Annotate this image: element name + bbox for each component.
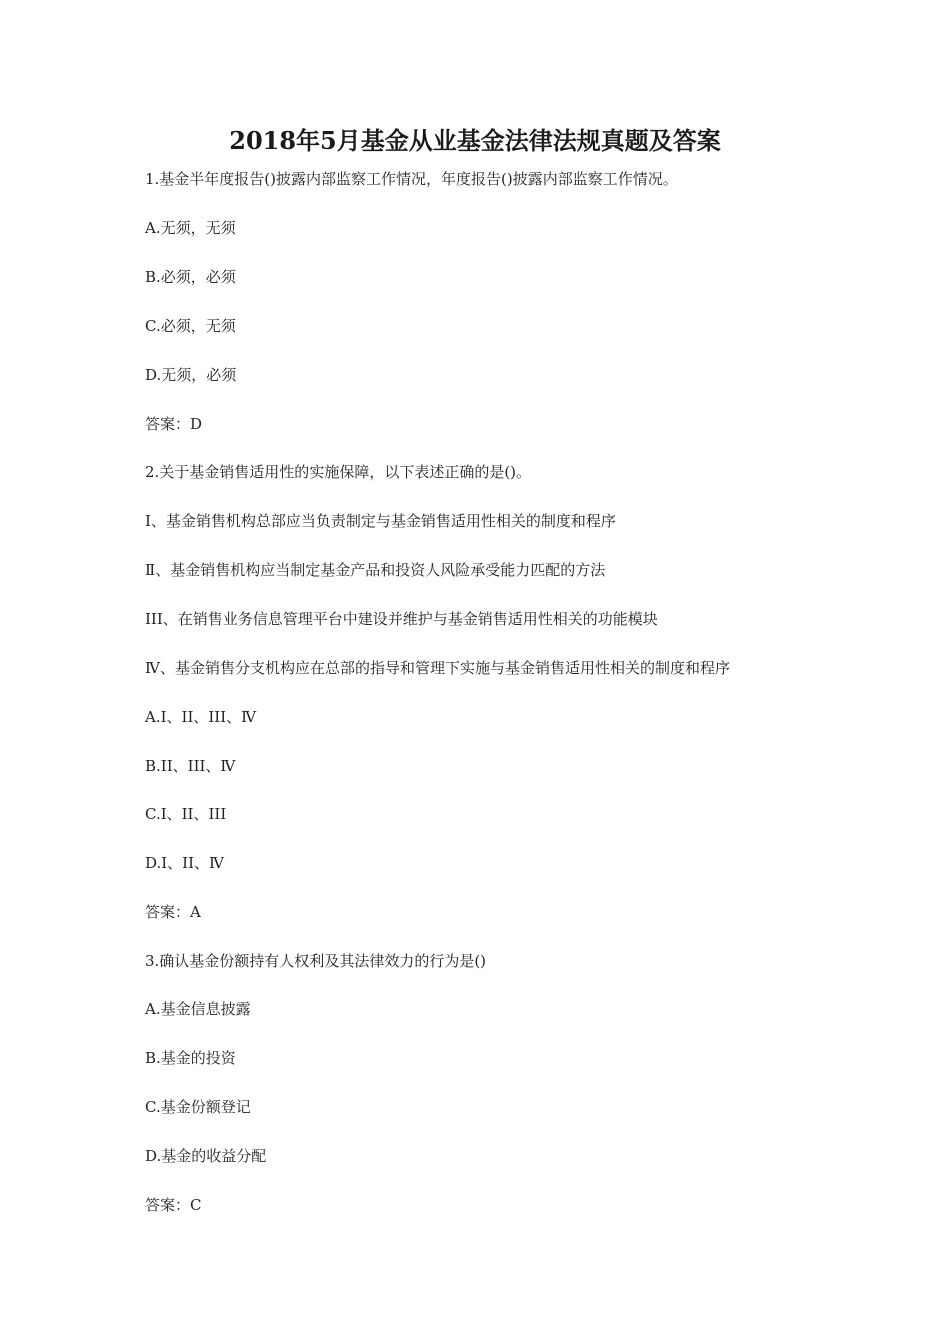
question-2-option-a: A.I、II、III、Ⅳ — [145, 708, 257, 726]
question-1-answer: 答案：D — [145, 415, 203, 433]
question-2-option-c: C.I、II、III — [145, 805, 227, 823]
question-1-option-b: B.必须，必须 — [145, 268, 236, 286]
question-3-option-d: D.基金的收益分配 — [145, 1147, 267, 1165]
question-3-option-b: B.基金的投资 — [145, 1049, 236, 1067]
question-2-statement-4: Ⅳ、基金销售分支机构应在总部的指导和管理下实施与基金销售适用性相关的制度和程序 — [145, 659, 730, 677]
question-3-answer: 答案：C — [145, 1196, 202, 1214]
question-3-stem: 3.确认基金份额持有人权利及其法律效力的行为是() — [145, 952, 487, 970]
question-2-answer: 答案：A — [145, 903, 201, 921]
question-1-stem: 1.基金半年度报告()披露内部监察工作情况，年度报告()披露内部监察工作情况。 — [145, 170, 678, 188]
question-1-option-d: D.无须，必须 — [145, 366, 237, 384]
question-2-option-d: D.I、II、Ⅳ — [145, 854, 225, 872]
question-1-option-c: C.必须，无须 — [145, 317, 236, 335]
question-2-statement-3: III、在销售业务信息管理平台中建设并维护与基金销售适用性相关的功能模块 — [145, 610, 658, 628]
question-2-stem: 2.关于基金销售适用性的实施保障，以下表述正确的是()。 — [145, 463, 532, 481]
question-3-option-a: A.基金信息披露 — [145, 1000, 251, 1018]
question-3-option-c: C.基金份额登记 — [145, 1098, 251, 1116]
question-2-statement-1: I、基金销售机构总部应当负责制定与基金销售适用性相关的制度和程序 — [145, 512, 616, 530]
document-title: 2018年5月基金从业基金法律法规真题及答案 — [229, 126, 721, 155]
question-2-option-b: B.II、III、Ⅳ — [145, 757, 236, 775]
question-2-statement-2: Ⅱ、基金销售机构应当制定基金产品和投资人风险承受能力匹配的方法 — [145, 561, 606, 579]
question-1-option-a: A.无须，无须 — [145, 219, 236, 237]
